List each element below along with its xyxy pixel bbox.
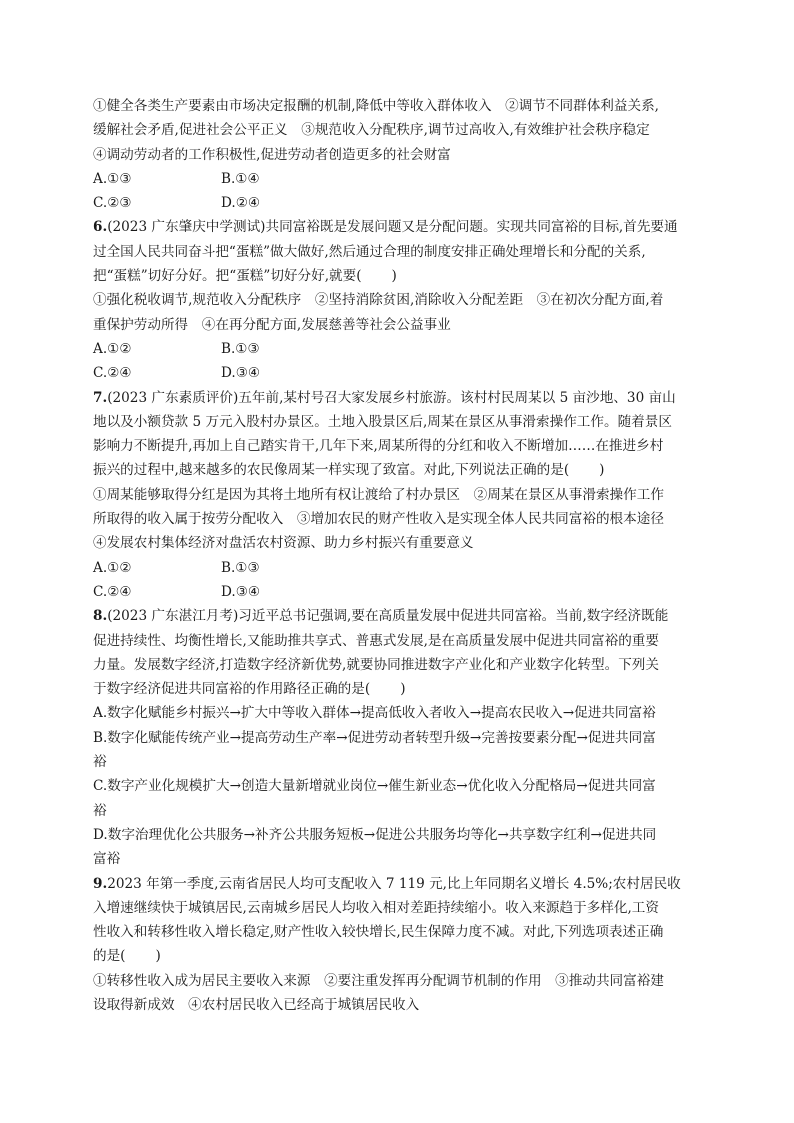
question-stem-line (93, 944, 705, 968)
stem-text: 于数字经济促进共同富裕的作用路径正确的是( (93, 681, 371, 698)
option-c[interactable]: C.②④ (93, 583, 132, 600)
stem-text: 2023 年第一季度,云南省居民人均可支配收入 7 119 元,比上年同期名义增长 4.5%;农村居民收 (107, 875, 681, 892)
option-a[interactable]: A.①② (93, 559, 132, 576)
stem-close: ) (599, 462, 605, 479)
option-c[interactable]: C.②③ (93, 195, 132, 212)
question-stem-line (93, 458, 705, 482)
options-row (93, 191, 705, 215)
option-a-line[interactable]: A.数字化赋能乡村振兴→扩大中等收入群体→提高低收入者收入→提高农民收入→促进共同富裕 (93, 705, 656, 722)
stem-text: (2023 广东素质评价)五年前,某村号召大家发展乡村旅游。该村村民周某以 5 亩沙地、30 亩山 (107, 389, 676, 406)
statement-line: 设取得新成效 ④农村居民收入已经高于城镇居民收入 (93, 996, 420, 1013)
question-stem-line: 地以及小额贷款 5 万元入股村办景区。土地入股景区后,周某在景区从事滑索操作工作。随着景区 (93, 413, 672, 430)
option-c-line[interactable]: 裕 (93, 802, 107, 819)
question-stem-line (93, 604, 705, 628)
option-d[interactable]: D.②④ (221, 195, 261, 212)
option-b-line[interactable]: 裕 (93, 754, 107, 771)
option-b[interactable]: B.①③ (221, 340, 260, 357)
statement-line: 重保护劳动所得 ④在再分配方面,发展慈善等社会公益事业 (93, 316, 451, 333)
option-a[interactable]: A.①③ (93, 170, 132, 187)
options-row (93, 167, 705, 191)
question-number: 6. (93, 219, 108, 236)
question-number: 8. (93, 608, 108, 625)
option-d-line[interactable]: 富裕 (93, 851, 121, 868)
question-stem-line: 促进持续性、均衡性增长,又能助推共享式、普惠式发展,是在高质量发展中促进共同富裕的重要 (93, 632, 659, 649)
question-stem-line: 性收入和转移性收入增长稳定,财产性收入较快增长,民生保障力度不减。对此,下列选项表述正确 (93, 924, 664, 941)
option-b-line[interactable]: B.数字化赋能传统产业→提高劳动生产率→促进劳动者转型升级→完善按要素分配→促进共同富 (93, 729, 656, 746)
question-stem-line: 影响力不断提升,再加上自己踏实肯干,几年下来,周某所得的分红和收入不断增加……在推进乡村 (93, 438, 664, 455)
stem-close: ) (155, 948, 161, 965)
question-stem-line (93, 677, 705, 701)
question-stem-line (93, 386, 705, 410)
statement-line: ④发展农村集体经济对盘活农村资源、助力乡村振兴有重要意义 (93, 535, 474, 552)
option-b[interactable]: B.①③ (221, 559, 260, 576)
statement-line: 缓解社会矛盾,促进社会公平正义 ③规范收入分配秩序,调节过高收入,有效维护社会秩序稳定 (93, 122, 650, 139)
option-c-line[interactable]: C.数字产业化规模扩大→创造大量新增就业岗位→催生新业态→优化收入分配格局→促进共同富 (93, 778, 656, 795)
option-d-line[interactable]: D.数字治理优化公共服务→补齐公共服务短板→促进公共服务均等化→共享数字红利→促进共同 (93, 826, 657, 843)
question-stem-line: 入增速继续快于城镇居民,云南城乡居民人均收入相对差距持续缩小。收入来源趋于多样化,工资 (93, 899, 659, 916)
option-d[interactable]: D.③④ (221, 583, 261, 600)
stem-text: (2023 广东湛江月考)习近平总书记强调,要在高质量发展中促进共同富裕。当前,数字经济既能 (107, 608, 669, 625)
options-row (93, 337, 705, 361)
statement-line: 所取得的收入属于按劳分配收入 ③增加农民的财产性收入是实现全体人民共同富裕的根本途径 (93, 511, 664, 528)
question-stem-line (93, 215, 705, 239)
stem-text: (2023 广东肇庆中学测试)共同富裕既是发展问题又是分配问题。实现共同富裕的目标,首先要通 (107, 219, 678, 236)
question-6 (93, 215, 705, 385)
stem-close: ) (391, 268, 397, 285)
statement-line: ①强化税收调节,规范收入分配秩序 ②坚持消除贫困,消除收入分配差距 ③在初次分配方面,着 (93, 292, 664, 309)
stem-text: 的是( (93, 948, 126, 965)
options-row (93, 361, 705, 385)
question-number: 7. (93, 389, 108, 406)
question-8 (93, 604, 705, 871)
stem-text: 把“蛋糕”切好分好。把“蛋糕”切好分好,就要( (93, 268, 362, 285)
option-c[interactable]: C.②④ (93, 365, 132, 382)
question-stem-line: 力量。发展数字经济,打造数字经济新优势,就要协同推进数字产业化和产业数字化转型。下列关 (93, 656, 659, 673)
stem-text: 振兴的过程中,越来越多的农民像周某一样实现了致富。对此,下列说法正确的是( (93, 462, 570, 479)
option-a[interactable]: A.①② (93, 340, 132, 357)
statement-line: ①周某能够取得分红是因为其将土地所有权让渡给了村办景区 ②周某在景区从事滑索操作工作 (93, 486, 664, 503)
question-stem-line (93, 872, 705, 896)
question-5-tail (93, 94, 705, 215)
options-row (93, 580, 705, 604)
options-row (93, 556, 705, 580)
question-content (93, 94, 705, 1017)
statement-line: ④调动劳动者的工作积极性,促进劳动者创造更多的社会财富 (93, 146, 451, 163)
option-d[interactable]: D.③④ (221, 365, 261, 382)
statement-line: ①转移性收入成为居民主要收入来源 ②要注重发挥再分配调节机制的作用 ③推动共同富裕建 (93, 972, 664, 989)
question-number: 9. (93, 875, 108, 892)
question-9 (93, 872, 705, 1018)
statement-line: ①健全各类生产要素由市场决定报酬的机制,降低中等收入群体收入 ②调节不同群体利益关系, (93, 98, 659, 114)
question-stem-line (93, 264, 705, 288)
stem-close: ) (400, 681, 406, 698)
question-stem-line: 过全国人民共同奋斗把“蛋糕”做大做好,然后通过合理的制度安排正确处理增长和分配的关系, (93, 243, 646, 260)
question-7 (93, 386, 705, 605)
option-b[interactable]: B.①④ (221, 170, 260, 187)
